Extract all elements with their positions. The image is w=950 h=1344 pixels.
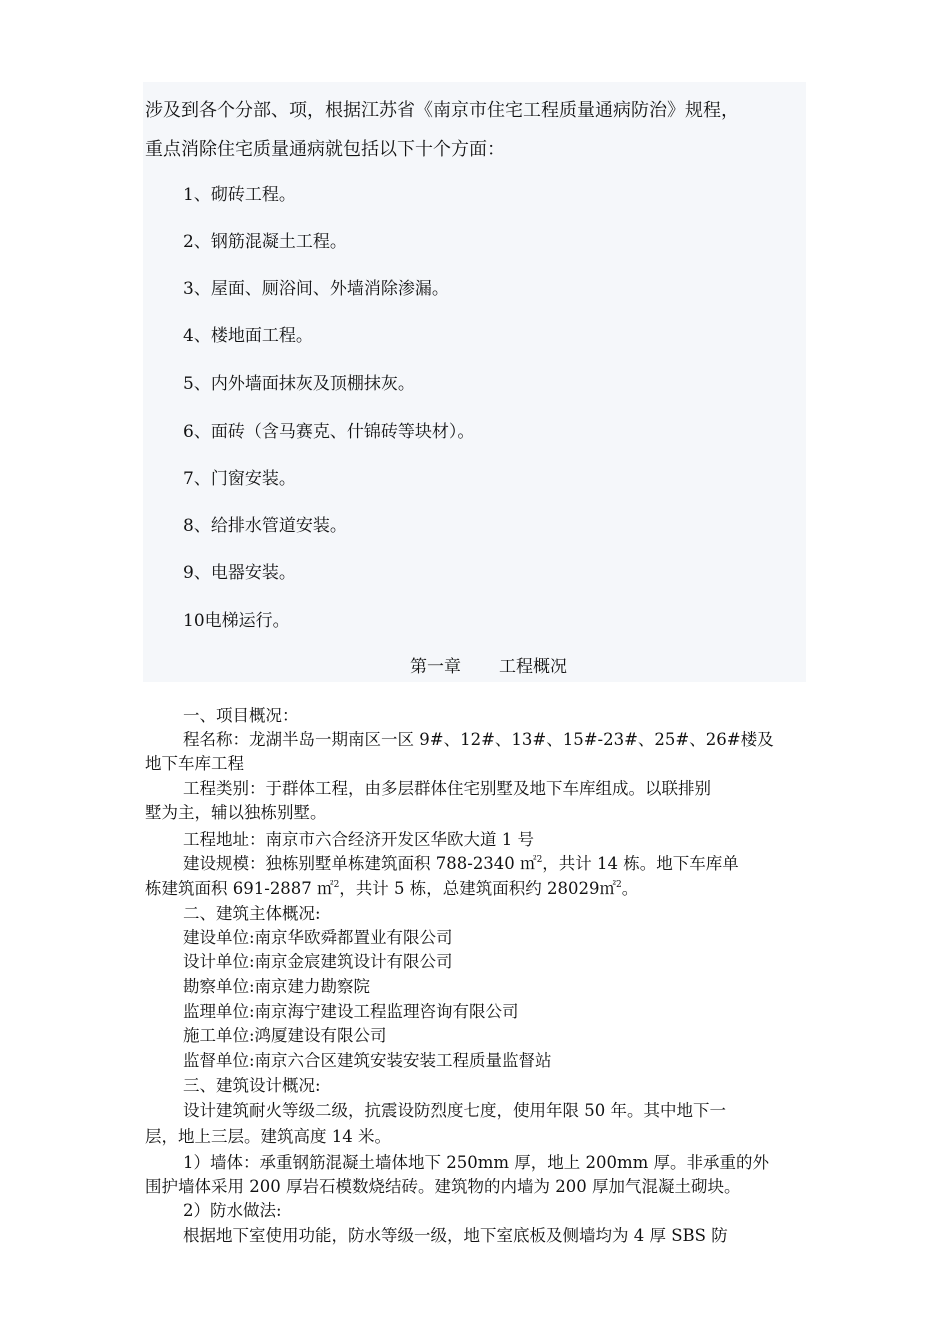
project-type-line: 工程类别：于群体工程，由多层群体住宅别墅及地下车库组成。以联排别 xyxy=(183,779,711,798)
project-name-line: 程名称：龙湖半岛一期南区一区 9#、12#、13#、15#-23#、25#、26#楼及 xyxy=(183,730,774,749)
design-line: 层，地上三层。建筑高度 14 米。 xyxy=(145,1127,391,1146)
unit-line: 监督单位:南京六合区建筑安装安装工程质量监督站 xyxy=(183,1051,552,1070)
design-line: 设计建筑耐火等级二级，抗震设防烈度七度，使用年限 50 年。其中地下一 xyxy=(183,1101,726,1120)
chapter-heading xyxy=(410,652,567,677)
scale-text: ，共计 5 栋，总建筑面积约 28029㎡ xyxy=(339,879,617,898)
waterproof-line: 根据地下室使用功能，防水等级一级，地下室底板及侧墙均为 4 厚 SBS 防 xyxy=(183,1226,728,1245)
superscript: 2 xyxy=(536,855,543,865)
project-type-line: 墅为主，辅以独栋别墅。 xyxy=(145,803,327,822)
unit-line: 勘察单位:南京建力勘察院 xyxy=(183,977,371,996)
section-heading: 一、项目概况： xyxy=(183,706,299,725)
list-item: 10电梯运行。 xyxy=(183,611,290,631)
superscript: 2 xyxy=(616,880,622,890)
waterproof-heading: 2）防水做法: xyxy=(183,1201,282,1220)
project-scale-line xyxy=(183,850,739,874)
chapter-number: 第一章 xyxy=(410,657,461,677)
scale-text: 建设规模：独栋别墅单栋建筑面积 788-2340 ㎡ xyxy=(183,854,537,873)
list-item: 3、屋面、厕浴间、外墙消除渗漏。 xyxy=(183,279,449,299)
list-item: 7、门窗安装。 xyxy=(183,469,296,489)
chapter-title: 工程概况 xyxy=(499,657,567,677)
project-name-line: 地下车库工程 xyxy=(145,754,244,773)
list-item: 2、钢筋混凝土工程。 xyxy=(183,232,347,252)
unit-line: 建设单位:南京华欧舜都置业有限公司 xyxy=(183,928,453,947)
unit-line: 监理单位:南京海宁建设工程监理咨询有限公司 xyxy=(183,1002,519,1021)
project-scale-line xyxy=(145,875,638,899)
superscript: 2 xyxy=(333,880,340,890)
list-item: 1、砌砖工程。 xyxy=(183,185,296,205)
intro-line-2: 重点消除住宅质量通病就包括以下十个方面： xyxy=(145,139,505,160)
section-heading: 二、建筑主体概况: xyxy=(183,904,321,923)
unit-line: 设计单位:南京金宸建筑设计有限公司 xyxy=(183,952,453,971)
list-item: 6、面砖（含马赛克、什锦砖等块材）。 xyxy=(183,422,475,442)
list-item: 8、给排水管道安装。 xyxy=(183,516,347,536)
list-item: 5、内外墙面抹灰及顶棚抹灰。 xyxy=(183,374,415,394)
scale-text: ，共计 14 栋。地下车库单 xyxy=(542,854,739,873)
intro-line-1: 涉及到各个分部、项，根据江苏省《南京市住宅工程质量通病防治》规程， xyxy=(145,100,739,121)
unit-line: 施工单位:鸿厦建设有限公司 xyxy=(183,1026,387,1045)
section-heading: 三、建筑设计概况: xyxy=(183,1076,321,1095)
scale-text: 栋建筑面积 691-2887 ㎡ xyxy=(145,879,334,898)
project-address: 工程地址：南京市六合经济开发区华欧大道 1 号 xyxy=(183,830,534,849)
list-item: 4、楼地面工程。 xyxy=(183,326,313,346)
list-item: 9、电器安装。 xyxy=(183,563,296,583)
scale-text: 。 xyxy=(621,879,639,898)
wall-line: 1）墙体：承重钢筋混凝土墙体地下 250mm 厚，地上 200mm 厚。非承重的外 xyxy=(183,1153,770,1172)
wall-line: 围护墙体采用 200 厚岩石模数烧结砖。建筑物的内墙为 200 厚加气混凝土砌块。 xyxy=(145,1177,741,1196)
